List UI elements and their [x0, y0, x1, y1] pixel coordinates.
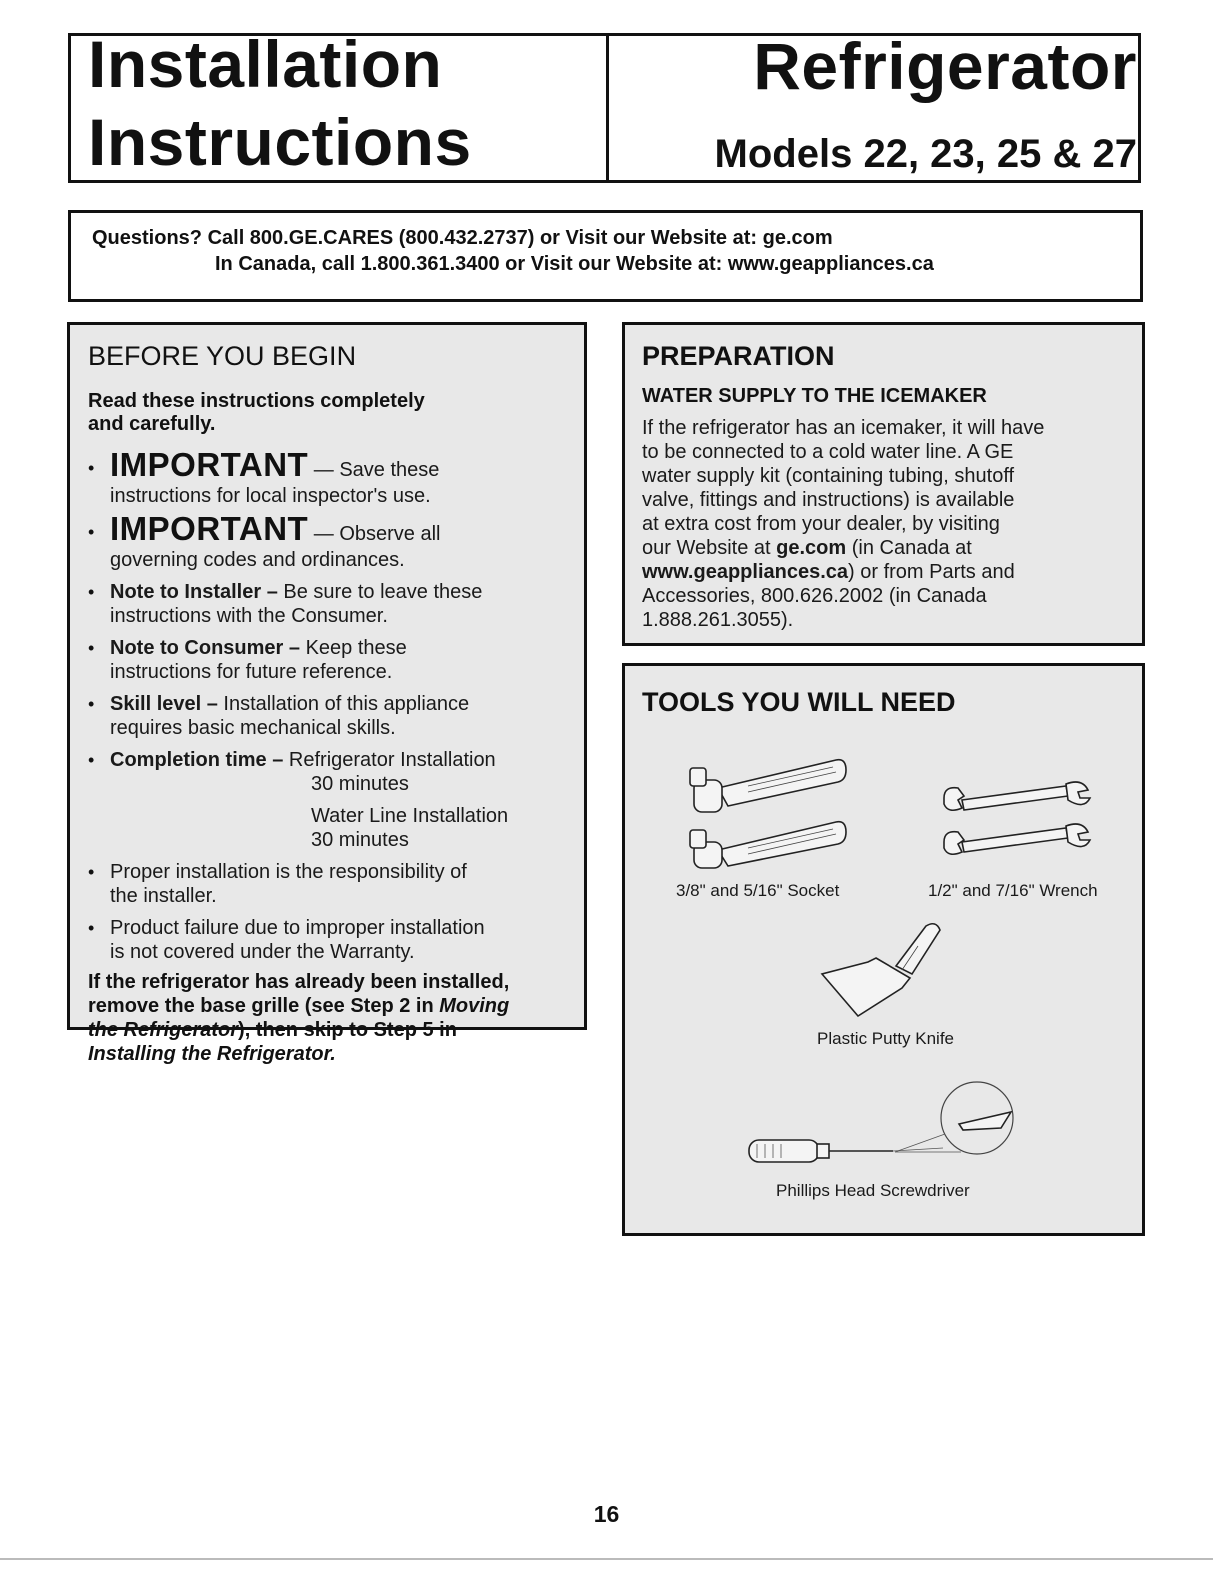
title-line-2: Instructions [88, 105, 472, 179]
bullet: • [88, 918, 95, 938]
important-2-rest: — Observe all [308, 523, 441, 545]
knife-caption: Plastic Putty Knife [817, 1029, 955, 1048]
note-consumer-line2: instructions for future reference. [110, 661, 393, 683]
models-subtitle: Models 22, 23, 25 & 27 [714, 132, 1137, 176]
installed-note-2-italic: Moving [439, 995, 510, 1017]
proper-installation-1: Proper installation is the responsibility of [110, 861, 467, 883]
note-consumer-label: Note to Consumer – [110, 637, 301, 659]
completion-time-water-minutes: 30 minutes [311, 829, 409, 851]
ge-website-link[interactable]: ge.com [776, 537, 847, 559]
important-2 [110, 510, 440, 548]
page-number: 16 [593, 1501, 620, 1527]
product-failure-2: is not covered under the Warranty. [110, 941, 415, 963]
preparation-heading: PREPARATION [642, 341, 835, 371]
prep-line-1: If the refrigerator has an icemaker, it will have [642, 417, 1045, 439]
note-installer-label: Note to Installer – [110, 581, 278, 603]
prep-line-6-text: our Website at [642, 537, 777, 559]
completion-time [110, 748, 496, 772]
putty-knife-icon [818, 918, 948, 1028]
note-installer-text: Be sure to leave these [277, 581, 483, 603]
prep-line-3: water supply kit (containing tubing, shutoff [642, 465, 1015, 487]
bullet: • [88, 694, 95, 714]
bullet: • [88, 458, 95, 478]
title-line-1: Installation [88, 27, 443, 101]
completion-time-fridge-minutes: 30 minutes [311, 773, 409, 795]
prep-line-2: to be connected to a cold water line. A GE [642, 441, 1014, 463]
header-divider [606, 33, 609, 183]
note-installer-line2: instructions with the Consumer. [110, 605, 388, 627]
prep-line-6 [642, 536, 972, 560]
screwdriver-caption: Phillips Head Screwdriver [776, 1181, 970, 1200]
installed-note-3-italic: the Refrigerator [88, 1019, 239, 1041]
installed-note-3-text: ), then skip to Step 5 in [238, 1019, 457, 1041]
completion-time-label: Completion time – [110, 749, 284, 771]
bullet: • [88, 638, 95, 658]
note-installer [110, 580, 482, 604]
skill-level-line2: requires basic mechanical skills. [110, 717, 396, 739]
skill-level-label: Skill level – [110, 693, 218, 715]
important-1-line2: instructions for local inspector's use. [110, 485, 431, 507]
installed-note-2 [88, 994, 509, 1018]
skill-level [110, 692, 469, 716]
important-word: IMPORTANT [110, 446, 309, 483]
socket-wrench-icon [688, 750, 858, 870]
important-1-rest: — Save these [308, 459, 440, 481]
prep-line-6-tail: (in Canada at [846, 537, 972, 559]
installed-note-2-text: remove the base grille (see Step 2 in [88, 995, 440, 1017]
completion-time-text: Refrigerator Installation [283, 749, 496, 771]
geappliances-website-link[interactable]: www.geappliances.ca [642, 561, 849, 583]
important-word: IMPORTANT [110, 510, 309, 547]
bullet: • [88, 582, 95, 602]
contact-line-canada: In Canada, call 1.800.361.3400 or Visit our Website at: www.geappliances.ca [215, 253, 934, 275]
product-title: Refrigerator [753, 29, 1137, 103]
installed-note-4: Installing the Refrigerator. [88, 1043, 336, 1065]
before-intro-1: Read these instructions completely [88, 390, 425, 412]
prep-line-5: at extra cost from your dealer, by visiting [642, 513, 1000, 535]
product-failure-1: Product failure due to improper installation [110, 917, 485, 939]
completion-time-water: Water Line Installation [311, 805, 509, 827]
tools-heading: TOOLS YOU WILL NEED [642, 687, 956, 717]
contact-line-us: Questions? Call 800.GE.CARES (800.432.2737) or Visit our Website at: ge.com [92, 227, 833, 249]
proper-installation-2: the installer. [110, 885, 217, 907]
before-heading: BEFORE YOU BEGIN [88, 341, 357, 371]
wrench-caption: 1/2" and 7/16" Wrench [928, 881, 1098, 900]
open-end-wrench-icon [938, 778, 1098, 868]
bullet: • [88, 862, 95, 882]
water-supply-subheading: WATER SUPPLY TO THE ICEMAKER [642, 385, 987, 407]
skill-level-text: Installation of this appliance [217, 693, 470, 715]
important-1 [110, 446, 439, 484]
prep-line-7 [642, 560, 1015, 584]
important-2-line2: governing codes and ordinances. [110, 549, 405, 571]
phillips-screwdriver-icon [745, 1078, 1025, 1178]
prep-line-9: 1.888.261.3055). [642, 609, 794, 631]
prep-line-7-tail: ) or from Parts and [848, 561, 1015, 583]
bullet: • [88, 522, 95, 542]
bottom-rule [0, 1558, 1213, 1560]
installed-note-3 [88, 1018, 457, 1042]
note-consumer [110, 636, 407, 660]
before-intro-2: and carefully. [88, 413, 216, 435]
prep-line-4: valve, fittings and instructions) is available [642, 489, 1015, 511]
socket-caption: 3/8" and 5/16" Socket [676, 881, 840, 900]
installed-note-1: If the refrigerator has already been installed, [88, 971, 510, 993]
note-consumer-text: Keep these [300, 637, 407, 659]
prep-line-8: Accessories, 800.626.2002 (in Canada [642, 585, 987, 607]
bullet: • [88, 750, 95, 770]
